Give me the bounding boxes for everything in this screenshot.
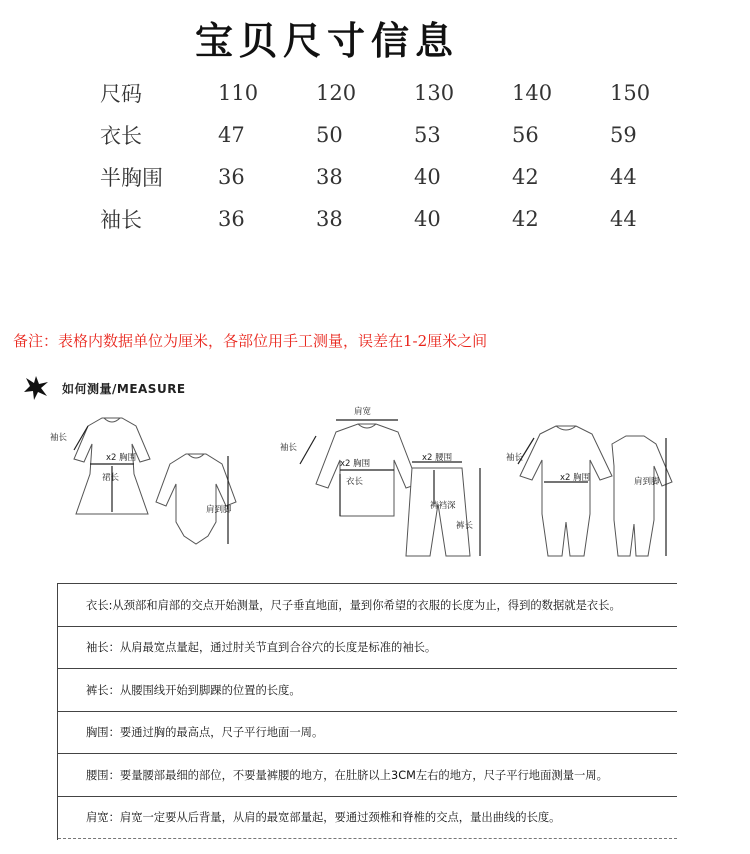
desc-sleeve-length: 袖长：从肩最宽点量起，通过肘关节直到合谷穴的长度是标准的袖长。: [58, 627, 677, 670]
table-cell: 38: [316, 165, 343, 189]
measure-heading-text: 如何测量/MEASURE: [62, 381, 186, 396]
table-cell: 42: [512, 207, 539, 231]
label-sleeve-3: 袖长: [506, 453, 524, 463]
table-row: [100, 72, 708, 114]
table-row: [100, 114, 708, 156]
measurement-note: 备注：表格内数据单位为厘米，各部位用手工测量，误差在1-2厘米之间: [13, 332, 488, 350]
label-shoulder-foot-1: 肩到脚: [206, 505, 232, 515]
page-title: 宝贝尺寸信息: [195, 18, 460, 63]
table-cell: 38: [316, 207, 343, 231]
label-sleeve-2: 袖长: [280, 443, 298, 453]
romper-back-figure: [612, 436, 672, 556]
table-cell: 59: [610, 123, 637, 147]
table-cell: 140: [512, 81, 553, 105]
table-cell: 56: [512, 123, 539, 147]
table-cell: 150: [610, 81, 651, 105]
table-cell: 40: [414, 165, 441, 189]
measurement-diagrams: [40, 404, 680, 574]
label-dress-length: 裙长: [102, 473, 120, 483]
row-label-half-chest: 半胸围: [100, 166, 163, 190]
desc-pants-length: 裤长：从腰围线开始到脚踝的位置的长度。: [58, 669, 677, 712]
splat-icon: [22, 374, 50, 402]
row-label-length: 衣长: [100, 124, 142, 148]
table-cell: 130: [414, 81, 455, 105]
desc-body-length: 衣长:从颈部和肩部的交点开始测量，尺子垂直地面，量到你希望的衣服的长度为止，得到的数据就是衣长。: [58, 584, 677, 627]
table-cell: 110: [218, 81, 259, 105]
label-body-length: 衣长: [346, 477, 364, 487]
measure-heading: [22, 374, 186, 402]
desc-shoulder-width: 肩宽：肩宽一定要从后背量，从肩的最宽部量起，要通过颈椎和脊椎的交点，量出曲线的长度。: [58, 797, 677, 840]
row-label-size: 尺码: [100, 82, 142, 106]
label-chest-2: x2 胸围: [340, 459, 371, 469]
table-cell: 53: [414, 123, 441, 147]
desc-waist: 腰围：要量腰部最细的部位，不要量裤腰的地方，在肚脐以上3CM左右的地方，尺子平行地面测量一周。: [58, 754, 677, 797]
label-waist: x2 腰围: [422, 453, 453, 463]
table-cell: 50: [316, 123, 343, 147]
size-table: [100, 72, 708, 240]
measurement-descriptions: [57, 583, 677, 840]
table-row: [100, 156, 708, 198]
table-cell: 44: [610, 165, 637, 189]
table-cell: 40: [414, 207, 441, 231]
table-cell: 120: [316, 81, 357, 105]
table-cell: 42: [512, 165, 539, 189]
desc-chest: 胸围：要通过胸的最高点，尺子平行地面一周。: [58, 712, 677, 755]
bodysuit-figure: [156, 454, 236, 544]
label-sleeve-1: 袖长: [50, 433, 68, 443]
romper-front-figure: [520, 426, 612, 556]
label-pants-length: 裤长: [456, 521, 474, 531]
table-cell: 36: [218, 207, 245, 231]
pants-figure: [406, 468, 470, 556]
table-cell: 44: [610, 207, 637, 231]
table-cell: 36: [218, 165, 245, 189]
label-crotch-depth: 裤裆深: [430, 501, 456, 511]
table-cell: 47: [218, 123, 245, 147]
label-chest-1: x2 胸围: [106, 453, 137, 463]
label-shoulder-width: 肩宽: [354, 407, 372, 417]
label-chest-3: x2 胸围: [560, 473, 591, 483]
row-label-sleeve: 袖长: [100, 208, 142, 232]
table-row: [100, 198, 708, 240]
label-shoulder-foot-3: 肩到脚: [634, 477, 660, 487]
